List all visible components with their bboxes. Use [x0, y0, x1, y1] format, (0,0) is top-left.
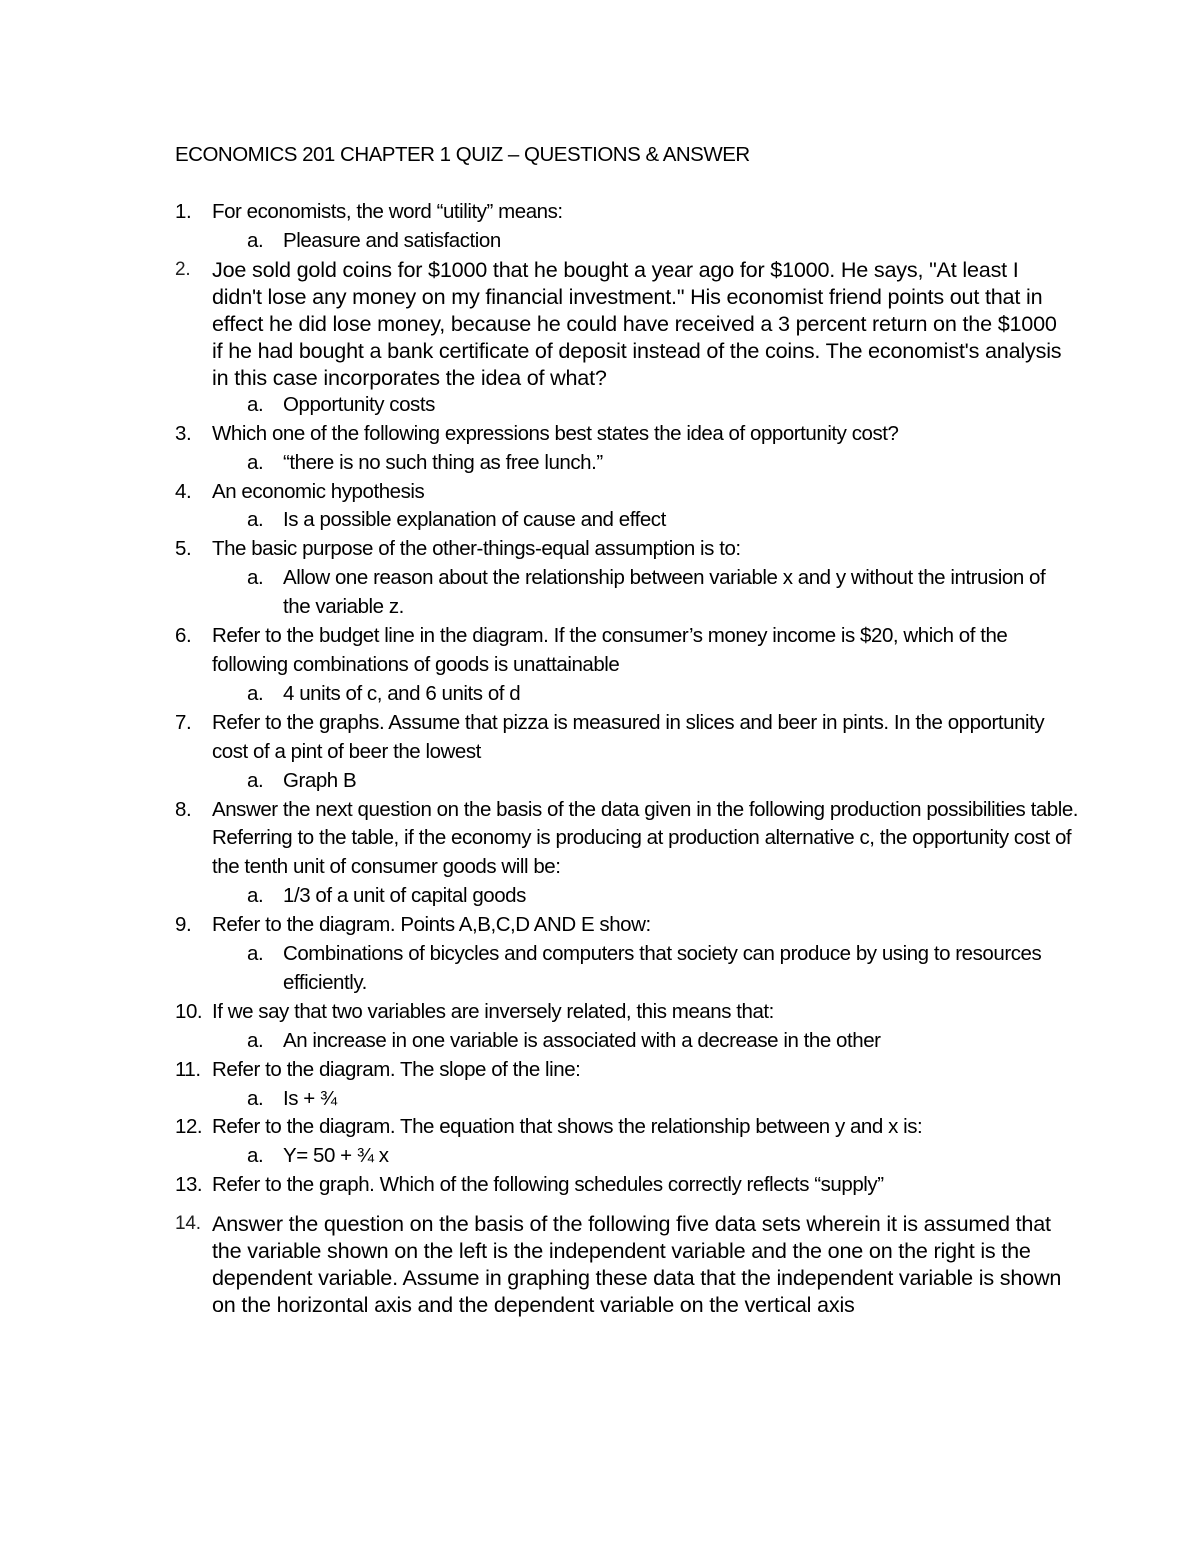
answer-letter: a. [247, 566, 264, 590]
question-number: 7. [175, 710, 192, 734]
answer-text: Pleasure and satisfaction [283, 228, 501, 252]
answer-6 [0, 680, 1073, 709]
question-number: 3. [175, 421, 192, 445]
answer-4 [0, 506, 1073, 535]
question-6 [0, 622, 1082, 680]
question-number: 12. [175, 1115, 203, 1139]
answer-letter: a. [247, 1086, 264, 1110]
answer-letter: a. [247, 1028, 264, 1052]
answer-text: 1/3 of a unit of capital goods [283, 884, 526, 908]
question-text: Refer to the budget line in the diagram. If the consumer’s money income is $20, which of the following combinations of goods is unattainable [212, 624, 1008, 676]
question-text: Refer to the graphs. Assume that pizza is measured in slices and beer in pints. In the opportunity cost of a pint of beer the lowest [212, 710, 1045, 763]
question-text: For economists, the word “utility” means: [212, 200, 563, 223]
question-9 [0, 911, 1082, 940]
answer-text: Graph B [283, 768, 357, 792]
question-text: Refer to the diagram. Points A,B,C,D AND E show: [212, 913, 651, 937]
answer-10 [0, 1027, 1073, 1056]
question-number: 4. [175, 479, 192, 503]
question-number: 13. [175, 1173, 203, 1197]
question-number: 11. [175, 1057, 201, 1081]
answer-letter: a. [247, 1144, 264, 1168]
answer-letter: a. [247, 884, 264, 908]
question-13 [0, 1171, 1082, 1200]
answer-3 [0, 449, 1073, 478]
answer-letter: a. [247, 768, 264, 792]
answer-1 [0, 227, 1073, 256]
answer-text: Allow one reason about the relationship between variable x and y without the intrusion of the variable z. [283, 566, 1046, 619]
question-3 [0, 420, 1082, 449]
question-number: 1. [175, 200, 192, 223]
question-text: Joe sold gold coins for $1000 that he bought a year ago for $1000. He says, "At least I didn't lose any money on my financial investment." His economist friend points out that in effect he did lose money, because he could have received a 3 percent return on the $1000 if he had bought a bank certificate of deposit instead of the coins. The economist's analysis in this case incorporates the idea of what? [212, 256, 1062, 390]
answer-9 [0, 940, 1073, 998]
document-title: ECONOMICS 201 CHAPTER 1 QUIZ – QUESTIONS & ANSWER [175, 143, 750, 166]
question-text: An economic hypothesis [212, 479, 425, 503]
question-text: Refer to the diagram. The equation that shows the relationship between y and x is: [212, 1115, 923, 1139]
question-number: 6. [175, 624, 192, 648]
answer-text: Is a possible explanation of cause and effect [283, 508, 666, 532]
answer-text: An increase in one variable is associated with a decrease in the other [283, 1028, 881, 1052]
question-5 [0, 535, 1082, 564]
question-10 [0, 998, 1082, 1027]
answer-letter: a. [247, 508, 264, 532]
question-text: If we say that two variables are inversely related, this means that: [212, 999, 774, 1023]
question-14 [0, 1210, 1072, 1318]
question-text: Answer the next question on the basis of the data given in the following production possibilities table. Referring to the table, if the economy is producing at production alternative c, the opportunity cost of the tenth unit of consumer goods will be: [212, 797, 1079, 879]
question-1 [0, 198, 1082, 227]
answer-letter: a. [247, 942, 264, 966]
answer-8 [0, 882, 1073, 911]
answer-text: Combinations of bicycles and computers that society can produce by using to resources efficiently. [283, 942, 1042, 994]
question-number: 10. [175, 999, 203, 1023]
answer-7 [0, 767, 1073, 796]
answer-text: “there is no such thing as free lunch.” [283, 450, 603, 474]
question-text: Refer to the graph. Which of the following schedules correctly reflects “supply” [212, 1173, 884, 1197]
answer-letter: a. [247, 681, 264, 705]
answer-letter: a. [247, 450, 264, 474]
question-number: 2. [175, 258, 191, 280]
question-7 [0, 709, 1082, 767]
question-list [0, 198, 1200, 1318]
question-text: Refer to the diagram. The slope of the line: [212, 1057, 581, 1081]
answer-text: Opportunity costs [283, 392, 435, 416]
question-number: 9. [175, 913, 192, 937]
question-2 [0, 256, 1072, 391]
answer-letter: a. [247, 392, 264, 416]
question-text: Which one of the following expressions best states the idea of opportunity cost? [212, 421, 899, 445]
question-4 [0, 478, 1082, 507]
answer-2 [0, 391, 1073, 420]
question-number: 8. [175, 797, 192, 821]
answer-text: 4 units of c, and 6 units of d [283, 681, 521, 705]
question-text: Answer the question on the basis of the following five data sets wherein it is assumed that the variable shown on the left is the independent variable and the one on the right is the dependent variable. Assume in graphing these data that the independent variable is shown on the horizontal axis and the dependent variable on the vertical axis [212, 1211, 1062, 1318]
answer-letter: a. [247, 228, 264, 252]
question-number: 5. [175, 537, 192, 561]
spacer [0, 1200, 1200, 1210]
answer-12 [0, 1142, 1073, 1171]
answer-text: Is + ¾ [283, 1086, 337, 1110]
question-number: 14. [175, 1213, 201, 1235]
question-12 [0, 1113, 1082, 1142]
answer-5 [0, 564, 1073, 622]
question-text: The basic purpose of the other-things-equal assumption is to: [212, 537, 741, 561]
answer-11 [0, 1085, 1073, 1114]
answer-text: Y= 50 + ¾ x [283, 1144, 389, 1168]
question-11 [0, 1056, 1082, 1085]
question-8 [0, 796, 1082, 883]
